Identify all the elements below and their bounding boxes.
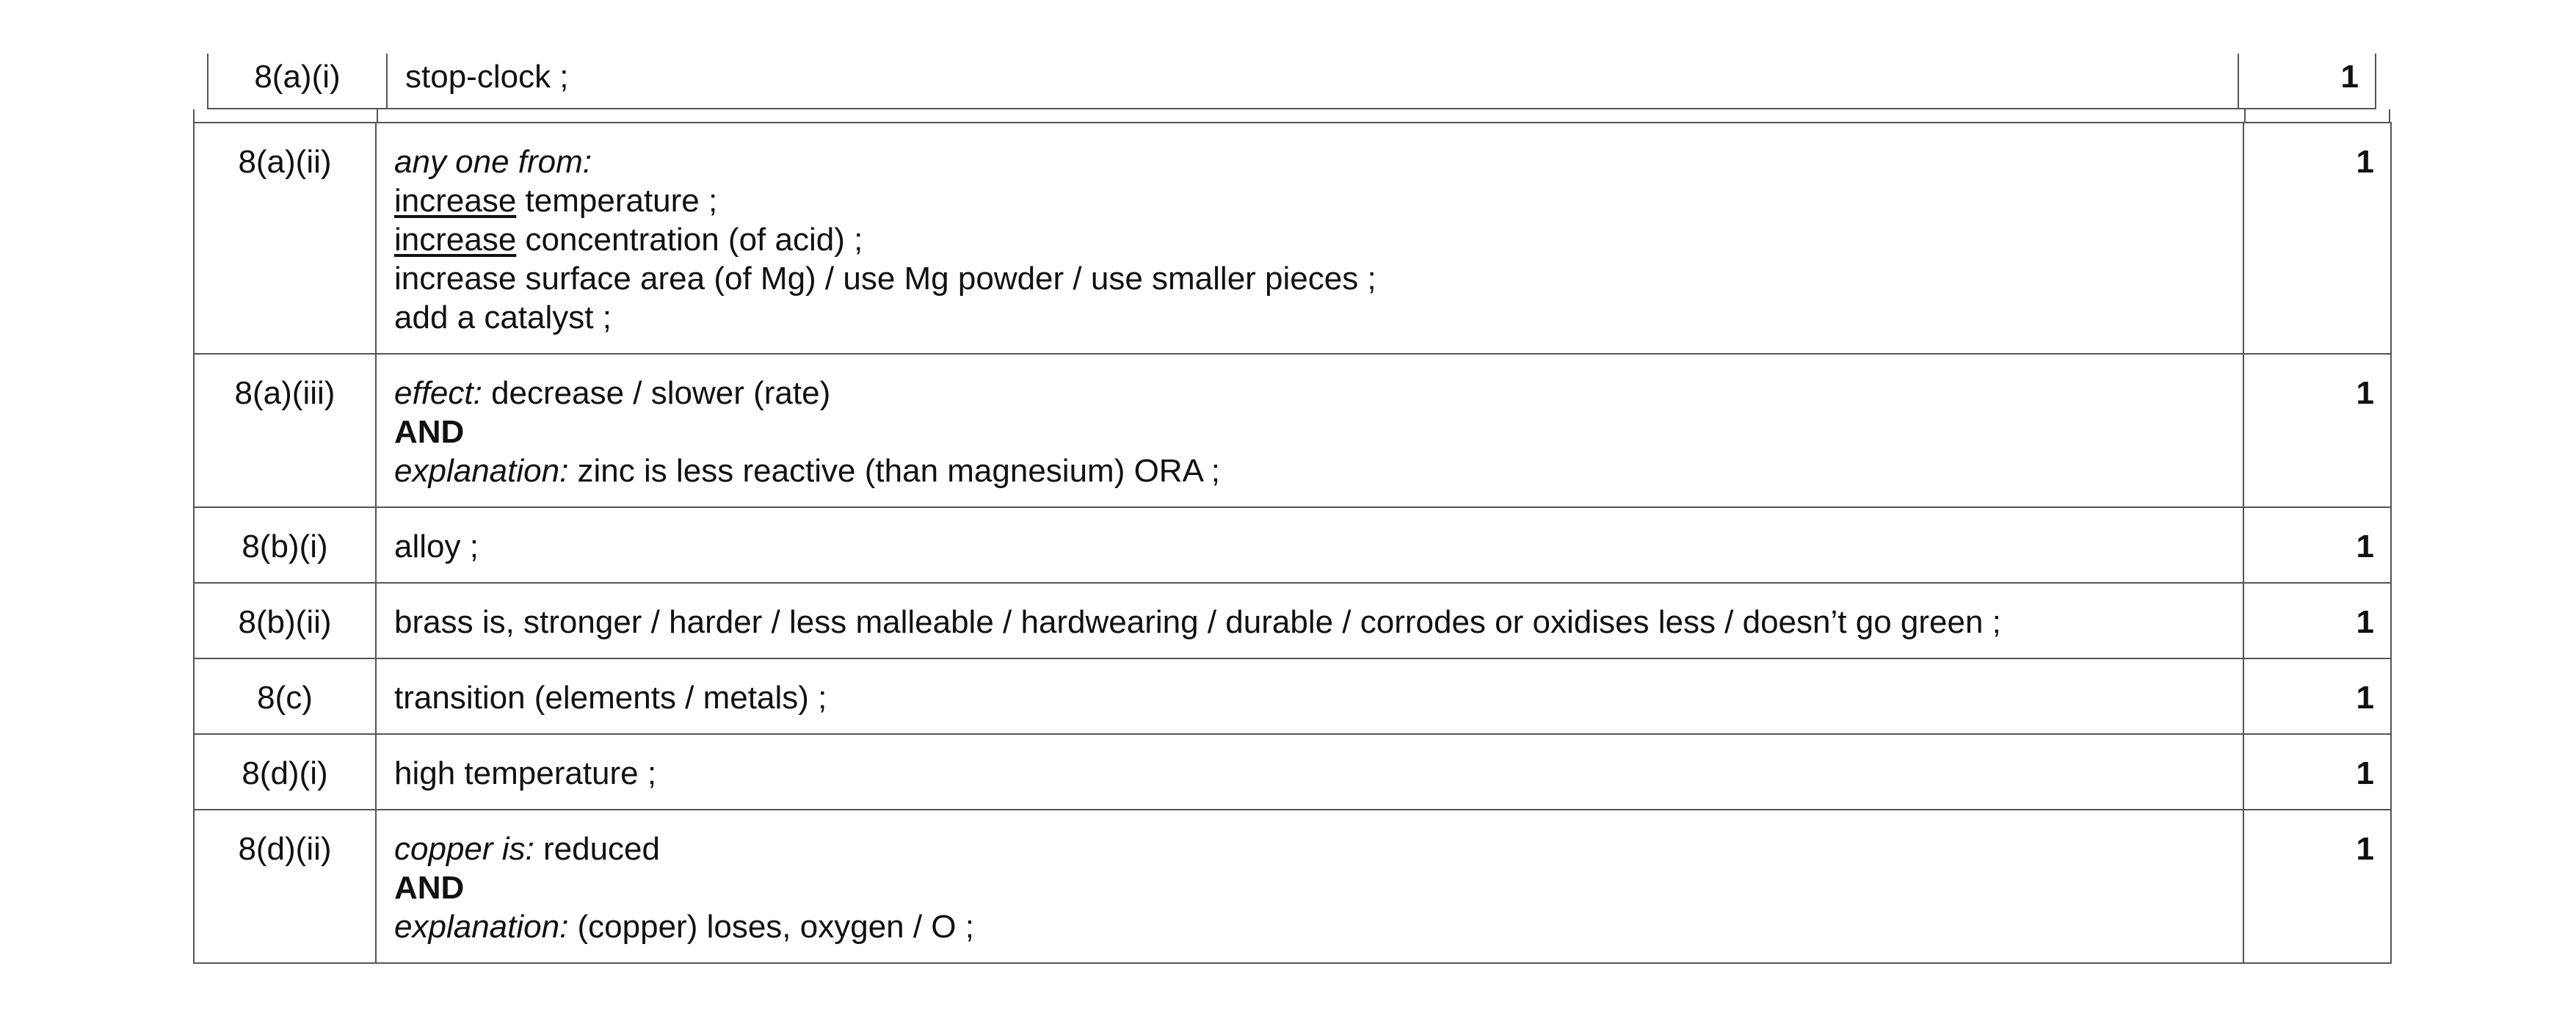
question-number: 8(b)(i) [194, 507, 376, 583]
answer-text: stop-clock ; [405, 59, 569, 95]
answer-text: reduced [534, 831, 660, 867]
table-row [207, 54, 2376, 109]
answer-line [394, 829, 2228, 868]
question-number: 8(d)(ii) [194, 810, 376, 963]
answer-line [394, 220, 2228, 259]
and-connector: AND [394, 870, 465, 906]
table-row [194, 658, 2391, 734]
table-row [194, 734, 2391, 810]
answer-line [394, 907, 2228, 946]
marks-value: 1 [2243, 658, 2391, 734]
answer-text: alloy ; [376, 507, 2243, 583]
question-number: 8(a)(ii) [194, 123, 376, 354]
underlined-keyword: increase [394, 183, 517, 219]
answer-text: brass is, stronger / harder / less malleable / hardwearing / durable / corrodes or oxidises less / doesn’t go green ; [376, 583, 2243, 658]
answer-text: temperature ; [516, 183, 718, 219]
answer-line [394, 181, 2228, 220]
answer-text: decrease / slower (rate) [482, 375, 831, 411]
answer-text: transition (elements / metals) ; [376, 658, 2243, 734]
answer-line: add a catalyst ; [394, 299, 612, 335]
answer-cell [376, 354, 2243, 507]
effect-label: effect: [394, 375, 482, 411]
explanation-label: explanation: [394, 453, 569, 489]
question-number: 8(b)(ii) [194, 583, 376, 658]
table-row [194, 507, 2391, 583]
answer-line [394, 451, 2228, 490]
copper-label: copper is: [394, 831, 534, 867]
answer-line [394, 374, 2228, 413]
and-connector: AND [394, 414, 465, 450]
question-number: 8(d)(i) [194, 734, 376, 810]
table-row [194, 123, 2391, 354]
answer-text: concentration (of acid) ; [516, 222, 863, 258]
table-row [194, 810, 2391, 963]
table-row [194, 583, 2391, 658]
answer-text: high temperature ; [376, 734, 2243, 810]
marks-value: 1 [2243, 507, 2391, 583]
answer-line: increase surface area (of Mg) / use Mg powder / use smaller pieces ; [394, 261, 1376, 297]
marks-value: 1 [2243, 810, 2391, 963]
question-number: 8(c) [194, 658, 376, 734]
table-row [194, 354, 2391, 507]
question-number: 8(a)(iii) [194, 354, 376, 507]
answer-cell [376, 123, 2243, 354]
marks-value: 1 [2243, 354, 2391, 507]
answer-text: (copper) loses, oxygen / O ; [568, 909, 974, 945]
marks-value: 1 [2243, 734, 2391, 810]
explanation-label: explanation: [394, 909, 569, 945]
marks-value: 1 [2238, 54, 2375, 108]
answer-cell [376, 810, 2243, 963]
mark-scheme-table [193, 122, 2392, 964]
answer-text: zinc is less reactive (than magnesium) ORA ; [568, 453, 1220, 489]
underlined-keyword: increase [394, 222, 517, 258]
question-number: 8(a)(i) [208, 54, 388, 108]
marks-value: 1 [2243, 583, 2391, 658]
answer-intro: any one from: [394, 144, 592, 180]
marks-value: 1 [2243, 123, 2391, 354]
